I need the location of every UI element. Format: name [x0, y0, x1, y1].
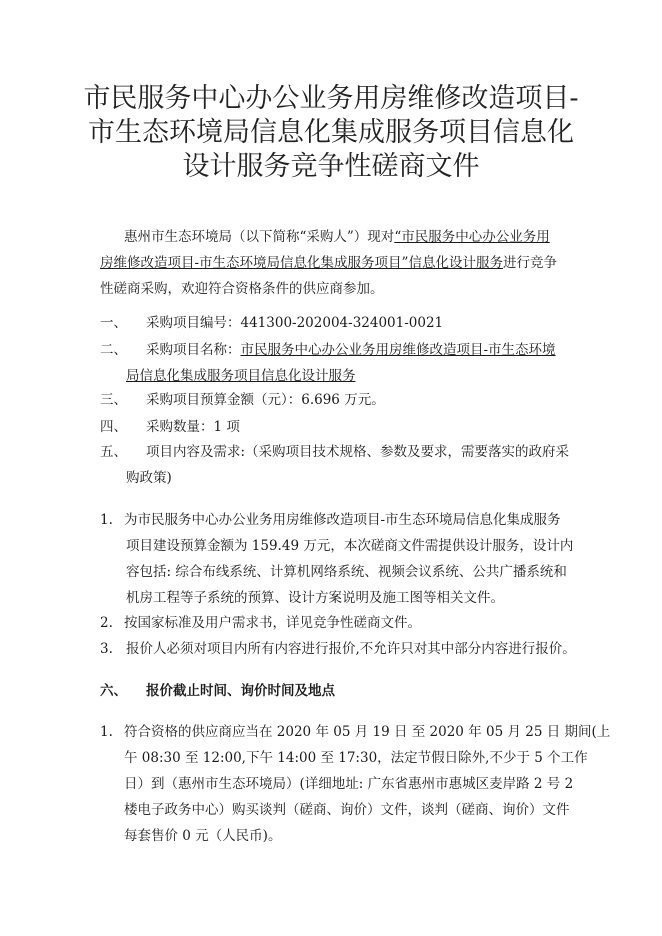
item-label: 采购项目名称：: [146, 342, 241, 358]
project-requirements: 项目内容及需求:（采购项目技术规格、参数及要求，需要落实的政府采: [146, 444, 570, 460]
req-1-line: 机房工程等子系统的预算、设计方案说明及施工图等相关文件。: [126, 590, 504, 606]
section-number: 六、: [100, 683, 127, 699]
schedule-line: 日）到（惠州市生态环境局）(详细地址: 广东省惠州市惠城区麦岸路 2 号 2: [124, 776, 574, 792]
purchase-quantity: 采购数量：1 项: [146, 419, 240, 435]
req-number: 1.: [100, 724, 113, 740]
section-heading: 报价截止时间、询价时间及地点: [146, 683, 335, 699]
item-number: 五、: [100, 444, 127, 460]
document-title-line-1: 市民服务中心办公业务用房维修改造项目-: [83, 83, 579, 114]
document-title-line-2: 市生态环境局信息化集成服务项目信息化: [88, 117, 574, 148]
req-1-line: 项目建设预算金额为 159.49 万元，本次磋商文件需提供设计服务，设计内: [126, 538, 574, 554]
req-1-line: 容包括: 综合布线系统、计算机网络系统、视频会议系统、公共广播系统和: [126, 564, 567, 580]
req-1-line: 为市民服务中心办公业务用房维修改造项目-市生态环境局信息化集成服务: [124, 512, 561, 528]
intro-text: 进行竞争: [502, 255, 557, 271]
item-number: 三、: [100, 392, 127, 408]
item-number: 二、: [100, 342, 127, 358]
project-name-value: 市民服务中心办公业务用房维修改造项目-市生态环境: [240, 342, 556, 358]
project-name-underlined: “市民服务中心办公业务用: [394, 229, 550, 245]
schedule-line: 符合资格的供应商应当在 2020 年 05 月 19 日 至 2020 年 05 月 25 日 期间(上: [124, 724, 611, 740]
intro-line-3: 性磋商采购，欢迎符合资格条件的供应商参加。: [100, 281, 384, 297]
document-title-line-3: 设计服务竞争性磋商文件: [182, 151, 480, 182]
project-code: 采购项目编号：441300-202004-324001-0021: [146, 315, 444, 331]
schedule-line: 楼电子政务中心）购买谈判（磋商、询价）文件，谈判（磋商、询价）文件: [124, 802, 570, 818]
req-3-line: 报价人必须对项目内所有内容进行报价,不允许只对其中部分内容进行报价。: [126, 641, 576, 657]
req-number: 2.: [100, 615, 113, 631]
intro-line-1: [124, 228, 550, 246]
req-number: 3.: [100, 641, 113, 657]
req-2-line: 按国家标准及用户需求书，详见竞争性磋商文件。: [124, 615, 421, 631]
schedule-line: 每套售价 0 元（人民币)。: [124, 828, 282, 844]
project-name-value-cont: 局信息化集成服务项目信息化设计服务: [126, 368, 356, 384]
project-name: [146, 341, 556, 359]
item-number: 四、: [100, 419, 127, 435]
project-requirements-cont: 购政策): [126, 470, 172, 486]
budget-amount: 采购项目预算金额（元）：6.696 万元。: [146, 392, 385, 408]
project-name-underlined: 房维修改造项目-市生态环境局信息化集成服务项目”信息化设计服务: [100, 255, 503, 271]
intro-text: 惠州市生态环境局（以下简称“采购人”）现对: [124, 229, 395, 245]
req-number: 1.: [100, 512, 113, 528]
intro-line-2: [100, 254, 557, 272]
item-number: 一、: [100, 315, 127, 331]
schedule-line: 午 08:30 至 12:00,下午 14:00 至 17:30，法定节假日除外,不少于 5 个工作: [124, 750, 588, 766]
